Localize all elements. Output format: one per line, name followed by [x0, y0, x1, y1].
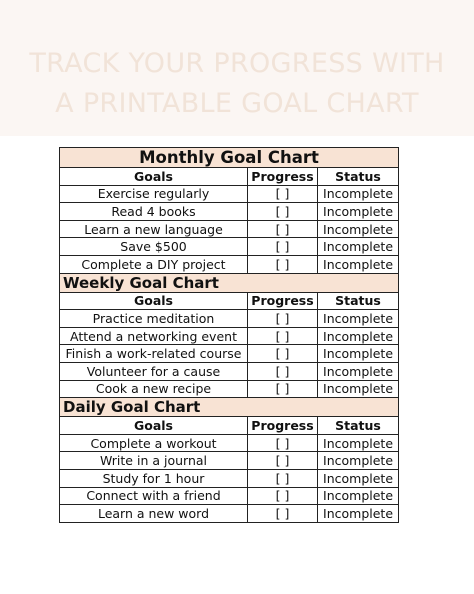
monthly-title: Monthly Goal Chart: [60, 148, 399, 168]
table-row: [60, 255, 399, 273]
progress-header: Progress: [248, 417, 318, 435]
progress-cell: [ ]: [248, 380, 318, 398]
status-cell: Incomplete: [318, 310, 399, 328]
weekly-title: Weekly Goal Chart: [60, 273, 399, 292]
headline-line-1: TRACK YOUR PROGRESS WITH: [29, 48, 445, 79]
progress-cell: [ ]: [248, 469, 318, 487]
table-row: [60, 238, 399, 256]
progress-cell: [ ]: [248, 452, 318, 470]
goal-cell: Finish a work-related course: [60, 345, 248, 363]
table-row: [60, 362, 399, 380]
goal-cell: Save $500: [60, 238, 248, 256]
progress-cell: [ ]: [248, 327, 318, 345]
progress-cell: [ ]: [248, 505, 318, 523]
column-header-row: [60, 417, 399, 435]
goal-cell: Practice meditation: [60, 310, 248, 328]
status-cell: Incomplete: [318, 452, 399, 470]
progress-cell: [ ]: [248, 220, 318, 238]
weekly-section-header: [60, 273, 399, 292]
goals-header: Goals: [60, 168, 248, 186]
table-row: [60, 310, 399, 328]
goal-cell: Write in a journal: [60, 452, 248, 470]
table-row: [60, 452, 399, 470]
progress-cell: [ ]: [248, 487, 318, 505]
goal-cell: Complete a workout: [60, 434, 248, 452]
status-cell: Incomplete: [318, 185, 399, 203]
goal-cell: Connect with a friend: [60, 487, 248, 505]
monthly-section-header: [60, 148, 399, 168]
daily-section-header: [60, 398, 399, 417]
goal-cell: Volunteer for a cause: [60, 362, 248, 380]
progress-cell: [ ]: [248, 255, 318, 273]
status-cell: Incomplete: [318, 327, 399, 345]
table-row: [60, 345, 399, 363]
status-cell: Incomplete: [318, 238, 399, 256]
progress-cell: [ ]: [248, 185, 318, 203]
progress-header: Progress: [248, 292, 318, 310]
progress-cell: [ ]: [248, 345, 318, 363]
goals-header: Goals: [60, 417, 248, 435]
goal-cell: Cook a new recipe: [60, 380, 248, 398]
progress-cell: [ ]: [248, 203, 318, 221]
goal-cell: Attend a networking event: [60, 327, 248, 345]
goal-cell: Learn a new word: [60, 505, 248, 523]
table-row: [60, 220, 399, 238]
table-row: [60, 487, 399, 505]
progress-header: Progress: [248, 168, 318, 186]
column-header-row: [60, 292, 399, 310]
headline-line-2: A PRINTABLE GOAL CHART: [55, 88, 419, 119]
status-header: Status: [318, 168, 399, 186]
goal-cell: Complete a DIY project: [60, 255, 248, 273]
table-row: [60, 505, 399, 523]
table-row: [60, 469, 399, 487]
table-row: [60, 203, 399, 221]
daily-title: Daily Goal Chart: [60, 398, 399, 417]
progress-cell: [ ]: [248, 434, 318, 452]
table-row: [60, 327, 399, 345]
status-cell: Incomplete: [318, 203, 399, 221]
progress-cell: [ ]: [248, 362, 318, 380]
status-cell: Incomplete: [318, 469, 399, 487]
status-cell: Incomplete: [318, 220, 399, 238]
goal-cell: Read 4 books: [60, 203, 248, 221]
status-header: Status: [318, 292, 399, 310]
status-cell: Incomplete: [318, 345, 399, 363]
goal-cell: Exercise regularly: [60, 185, 248, 203]
progress-cell: [ ]: [248, 238, 318, 256]
table-row: [60, 380, 399, 398]
table-row: [60, 434, 399, 452]
goal-chart-table: [59, 147, 399, 523]
status-cell: Incomplete: [318, 255, 399, 273]
table-row: [60, 185, 399, 203]
status-cell: Incomplete: [318, 487, 399, 505]
status-cell: Incomplete: [318, 380, 399, 398]
goals-header: Goals: [60, 292, 248, 310]
goal-cell: Study for 1 hour: [60, 469, 248, 487]
status-cell: Incomplete: [318, 505, 399, 523]
column-header-row: [60, 168, 399, 186]
status-header: Status: [318, 417, 399, 435]
goal-cell: Learn a new language: [60, 220, 248, 238]
status-cell: Incomplete: [318, 434, 399, 452]
progress-cell: [ ]: [248, 310, 318, 328]
status-cell: Incomplete: [318, 362, 399, 380]
